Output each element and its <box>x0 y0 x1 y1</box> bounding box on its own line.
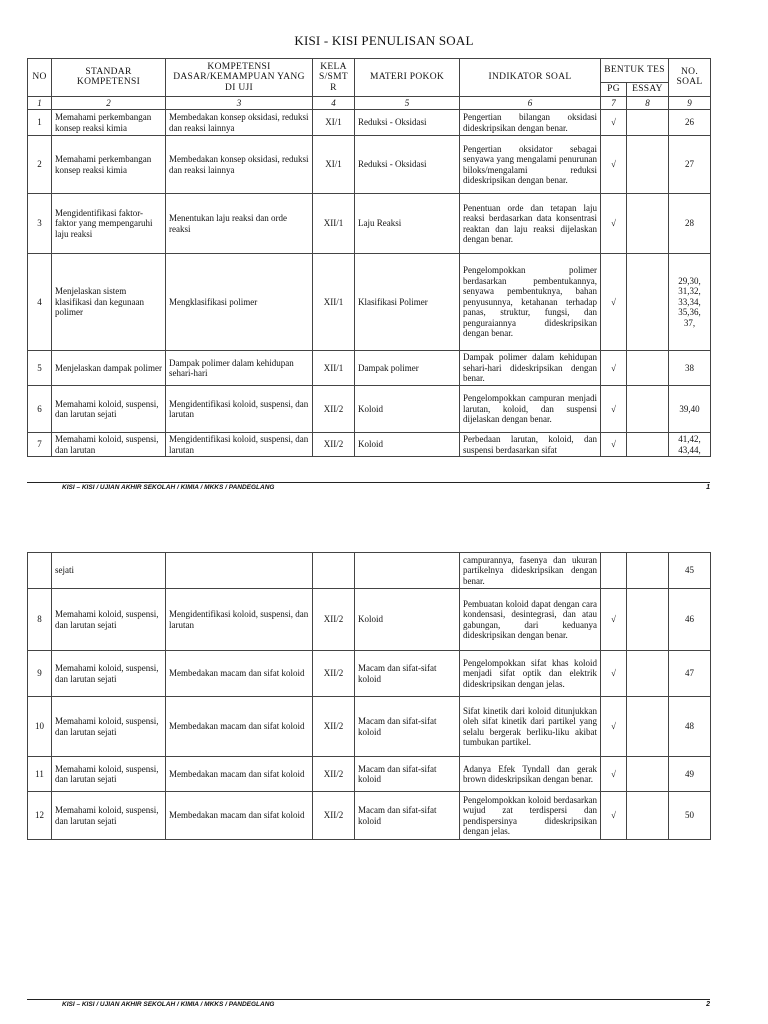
table-row <box>28 697 711 757</box>
page-title: KISI - KISI PENULISAN SOAL <box>294 33 474 48</box>
page-number: 1 <box>706 484 710 491</box>
column-number: 8 <box>627 96 669 110</box>
materi-pokok-cell: Reduksi - Oksidasi <box>355 136 460 194</box>
standar-kompetensi-cell: Memahami perkembangan konsep reaksi kimia <box>52 110 166 136</box>
indikator-cell: Sifat kinetik dari koloid ditunjukkan oleh sifat kinetik dari partikel yang selalu bergerak berliku-liku akibat tumbukan partikel. <box>460 697 601 757</box>
no-soal-cell: 26 <box>669 110 711 136</box>
table-row <box>28 433 711 457</box>
no-soal-cell: 39,40 <box>669 386 711 433</box>
header-indikator: INDIKATOR SOAL <box>460 59 601 97</box>
column-number: 2 <box>52 96 166 110</box>
pg-check-cell: √ <box>601 651 627 697</box>
kompetensi-dasar-cell: Mengidentifikasi koloid, suspensi, dan larutan <box>166 589 313 651</box>
table-row <box>28 757 711 792</box>
column-number: 9 <box>669 96 711 110</box>
materi-pokok-cell <box>355 553 460 589</box>
kisi-table-page-1 <box>27 58 711 457</box>
indikator-cell: Penentuan orde dan tetapan laju reaksi berdasarkan data konsentrasi reaktan dan laju reaksi dijelaskan dengan benar. <box>460 194 601 254</box>
header-standar: STANDAR KOMPETENSI <box>52 59 166 97</box>
materi-pokok-cell: Macam dan sifat-sifat koloid <box>355 757 460 792</box>
essay-cell <box>627 792 669 840</box>
standar-kompetensi-cell: Menjelaskan sistem klasifikasi dan kegunaan polimer <box>52 254 166 351</box>
row-number: 5 <box>28 351 52 386</box>
row-number: 4 <box>28 254 52 351</box>
pg-check-cell: √ <box>601 351 627 386</box>
row-number: 6 <box>28 386 52 433</box>
essay-cell <box>627 651 669 697</box>
row-number: 3 <box>28 194 52 254</box>
column-number: 1 <box>28 96 52 110</box>
pg-check-cell: √ <box>601 386 627 433</box>
footer-text: KISI – KISI / UJIAN AKHIR SEKOLAH / KIMIA / MKKS / PANDEGLANG <box>62 484 275 491</box>
footer-rule <box>27 999 710 1000</box>
indikator-cell: Pembuatan koloid dapat dengan cara kondensasi, desintegrasi, dan atau gabungan, dari keduanya dideskripsikan dengan benar. <box>460 589 601 651</box>
kelas-cell <box>313 553 355 589</box>
pg-check-cell: √ <box>601 589 627 651</box>
table-row <box>28 110 711 136</box>
kompetensi-dasar-cell: Menentukan laju reaksi dan orde reaksi <box>166 194 313 254</box>
materi-pokok-cell: Koloid <box>355 433 460 457</box>
essay-cell <box>627 589 669 651</box>
materi-pokok-cell: Macam dan sifat-sifat koloid <box>355 651 460 697</box>
kompetensi-dasar-cell: Mengidentifikasi koloid, suspensi, dan larutan <box>166 386 313 433</box>
standar-kompetensi-cell: Memahami koloid, suspensi, dan larutan sejati <box>52 651 166 697</box>
indikator-cell: Perbedaan larutan, koloid, dan suspensi berdasarkan sifat <box>460 433 601 457</box>
table-row <box>28 351 711 386</box>
kompetensi-dasar-cell <box>166 553 313 589</box>
essay-cell <box>627 757 669 792</box>
no-soal-cell: 27 <box>669 136 711 194</box>
indikator-cell: Pengelompokkan campuran menjadi larutan, koloid, dan suspensi dijelaskan dengan benar. <box>460 386 601 433</box>
materi-pokok-cell: Reduksi - Oksidasi <box>355 110 460 136</box>
pg-check-cell: √ <box>601 110 627 136</box>
column-number: 7 <box>601 96 627 110</box>
materi-pokok-cell: Macam dan sifat-sifat koloid <box>355 697 460 757</box>
standar-kompetensi-cell: Mengidentifikasi faktor-faktor yang mempengaruhi laju reaksi <box>52 194 166 254</box>
indikator-cell: Pengelompokkan sifat khas koloid menjadi sifat optik dan elektrik dideskripsikan dengan jelas. <box>460 651 601 697</box>
standar-kompetensi-cell: Menjelaskan dampak polimer <box>52 351 166 386</box>
table-row <box>28 386 711 433</box>
pg-check-cell: √ <box>601 757 627 792</box>
standar-kompetensi-cell: Memahami koloid, suspensi, dan larutan sejati <box>52 697 166 757</box>
table-row <box>28 136 711 194</box>
materi-pokok-cell: Laju Reaksi <box>355 194 460 254</box>
footer-rule <box>27 482 710 483</box>
row-number: 1 <box>28 110 52 136</box>
pg-check-cell: √ <box>601 433 627 457</box>
kelas-cell: XII/2 <box>313 792 355 840</box>
essay-cell <box>627 351 669 386</box>
row-number: 2 <box>28 136 52 194</box>
indikator-cell: Pengertian oksidator sebagai senyawa yang mengalami penurunan biloks/mengalami reduksi dideskripsikan dengan benar. <box>460 136 601 194</box>
header-materi: MATERI POKOK <box>355 59 460 97</box>
no-soal-cell: 38 <box>669 351 711 386</box>
no-soal-cell: 48 <box>669 697 711 757</box>
essay-cell <box>627 110 669 136</box>
kompetensi-dasar-cell: Membedakan macam dan sifat koloid <box>166 757 313 792</box>
table-row <box>28 792 711 840</box>
pg-check-cell: √ <box>601 697 627 757</box>
essay-cell <box>627 136 669 194</box>
table-row <box>28 589 711 651</box>
kelas-cell: XII/2 <box>313 697 355 757</box>
kompetensi-dasar-cell: Membedakan macam dan sifat koloid <box>166 792 313 840</box>
materi-pokok-cell: Koloid <box>355 589 460 651</box>
kelas-cell: XII/2 <box>313 589 355 651</box>
kelas-cell: XII/2 <box>313 651 355 697</box>
materi-pokok-cell: Koloid <box>355 386 460 433</box>
column-number: 6 <box>460 96 601 110</box>
kelas-cell: XII/2 <box>313 757 355 792</box>
header-essay: ESSAY <box>627 83 669 97</box>
standar-kompetensi-cell: Memahami koloid, suspensi, dan larutan <box>52 433 166 457</box>
no-soal-cell: 47 <box>669 651 711 697</box>
standar-kompetensi-cell: Memahami koloid, suspensi, dan larutan sejati <box>52 589 166 651</box>
header-nosoal: NO. SOAL <box>669 59 711 97</box>
row-number: 11 <box>28 757 52 792</box>
kisi-table-page-2 <box>27 552 711 840</box>
kompetensi-dasar-cell: Mengklasifikasi polimer <box>166 254 313 351</box>
kelas-cell: XII/1 <box>313 254 355 351</box>
essay-cell <box>627 697 669 757</box>
essay-cell <box>627 194 669 254</box>
kelas-cell: XII/1 <box>313 351 355 386</box>
header-pg: PG <box>601 83 627 97</box>
standar-kompetensi-cell: Memahami koloid, suspensi, dan larutan sejati <box>52 386 166 433</box>
indikator-cell: Pengelompokkan polimer berdasarkan pembentukannya, senyawa pembentuknya, bahan penyusunnya, ketahanan terhadap panas, struktur, fungsi, dan penguraiannya dideskripsikan dengan benar. <box>460 254 601 351</box>
indikator-cell: campurannya, fasenya dan ukuran partikelnya dideskripsikan dengan benar. <box>460 553 601 589</box>
table-row <box>28 651 711 697</box>
standar-kompetensi-cell: Memahami koloid, suspensi, dan larutan sejati <box>52 757 166 792</box>
kompetensi-dasar-cell: Membedakan macam dan sifat koloid <box>166 651 313 697</box>
essay-cell <box>627 386 669 433</box>
kelas-cell: XII/2 <box>313 386 355 433</box>
header-kelas: KELA S/SMT R <box>313 59 355 97</box>
kelas-cell: XI/1 <box>313 110 355 136</box>
indikator-cell: Pengertian bilangan oksidasi dideskripsikan dengan benar. <box>460 110 601 136</box>
essay-cell <box>627 553 669 589</box>
materi-pokok-cell: Macam dan sifat-sifat koloid <box>355 792 460 840</box>
column-number: 3 <box>166 96 313 110</box>
row-number <box>28 553 52 589</box>
kompetensi-dasar-cell: Membedakan konsep oksidasi, reduksi dan reaksi lainnya <box>166 110 313 136</box>
kelas-cell: XI/1 <box>313 136 355 194</box>
header-kompetensi: KOMPETENSI DASAR/KEMAMPUAN YANG DI UJI <box>166 59 313 97</box>
row-number: 8 <box>28 589 52 651</box>
header-no: NO <box>28 59 52 97</box>
kelas-cell: XII/2 <box>313 433 355 457</box>
essay-cell <box>627 254 669 351</box>
row-number: 10 <box>28 697 52 757</box>
page-number: 2 <box>706 1001 710 1008</box>
kompetensi-dasar-cell: Dampak polimer dalam kehidupan sehari-hari <box>166 351 313 386</box>
kompetensi-dasar-cell: Membedakan macam dan sifat koloid <box>166 697 313 757</box>
pg-check-cell <box>601 553 627 589</box>
row-number: 9 <box>28 651 52 697</box>
pg-check-cell: √ <box>601 194 627 254</box>
indikator-cell: Dampak polimer dalam kehidupan sehari-hari dideskripsikan dengan benar. <box>460 351 601 386</box>
standar-kompetensi-cell: sejati <box>52 553 166 589</box>
table-row <box>28 553 711 589</box>
row-number: 12 <box>28 792 52 840</box>
materi-pokok-cell: Klasifikasi Polimer <box>355 254 460 351</box>
column-number: 4 <box>313 96 355 110</box>
footer-text: KISI – KISI / UJIAN AKHIR SEKOLAH / KIMIA / MKKS / PANDEGLANG <box>62 1001 275 1008</box>
pg-check-cell: √ <box>601 136 627 194</box>
table-row <box>28 194 711 254</box>
no-soal-cell: 29,30, 31,32, 33,34, 35,36, 37, <box>669 254 711 351</box>
column-number: 5 <box>355 96 460 110</box>
standar-kompetensi-cell: Memahami perkembangan konsep reaksi kimia <box>52 136 166 194</box>
indikator-cell: Adanya Efek Tyndall dan gerak brown dideskripsikan dengan benar. <box>460 757 601 792</box>
kompetensi-dasar-cell: Mengidentifikasi koloid, suspensi, dan larutan <box>166 433 313 457</box>
standar-kompetensi-cell: Memahami koloid, suspensi, dan larutan sejati <box>52 792 166 840</box>
no-soal-cell: 49 <box>669 757 711 792</box>
no-soal-cell: 41,42, 43,44, <box>669 433 711 457</box>
row-number: 7 <box>28 433 52 457</box>
no-soal-cell: 46 <box>669 589 711 651</box>
materi-pokok-cell: Dampak polimer <box>355 351 460 386</box>
indikator-cell: Pengelompokkan koloid berdasarkan wujud zat terdispersi dan pendispersinya dideskripsikan dengan jelas. <box>460 792 601 840</box>
pg-check-cell: √ <box>601 792 627 840</box>
essay-cell <box>627 433 669 457</box>
no-soal-cell: 45 <box>669 553 711 589</box>
header-bentuk: BENTUK TES <box>601 59 669 83</box>
no-soal-cell: 50 <box>669 792 711 840</box>
no-soal-cell: 28 <box>669 194 711 254</box>
kompetensi-dasar-cell: Membedakan konsep oksidasi, reduksi dan reaksi lainnya <box>166 136 313 194</box>
table-row <box>28 254 711 351</box>
pg-check-cell: √ <box>601 254 627 351</box>
kelas-cell: XII/1 <box>313 194 355 254</box>
